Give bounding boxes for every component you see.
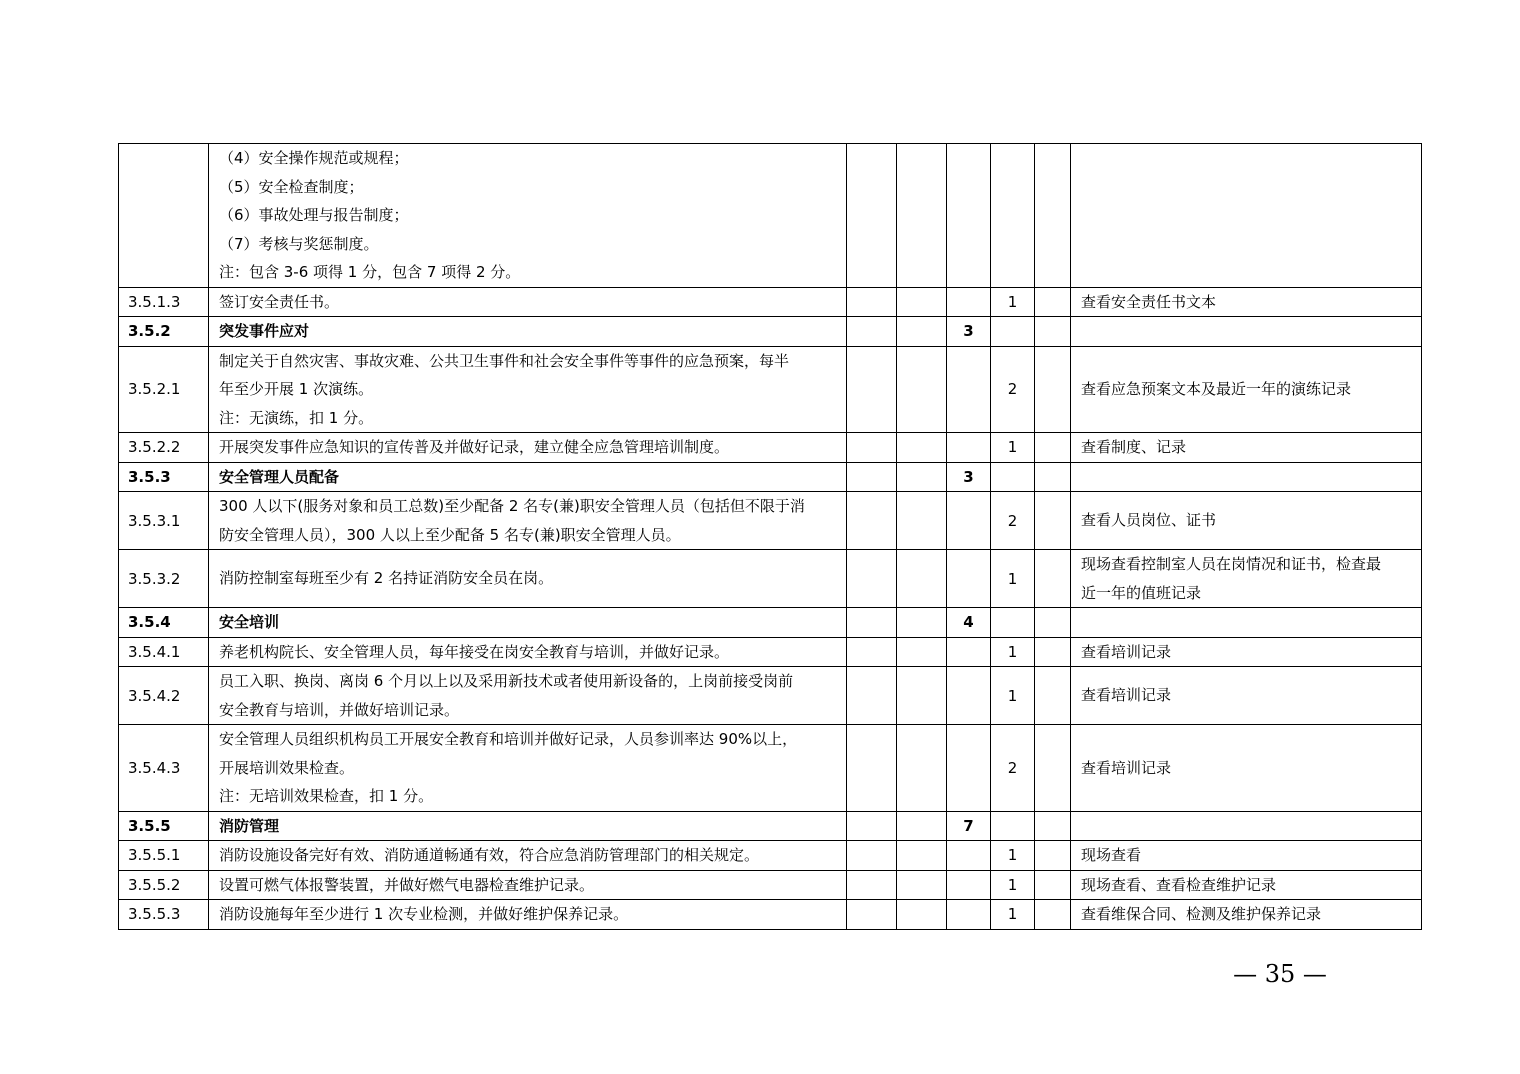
item-code-cell: 3.5.3.2 <box>119 550 209 608</box>
blank-cell <box>1035 492 1071 550</box>
item-description-cell <box>209 900 847 930</box>
item-description-cell <box>209 346 847 433</box>
blank-cell <box>847 550 897 608</box>
item-code-cell: 3.5.3.1 <box>119 492 209 550</box>
item-description-cell <box>209 870 847 900</box>
item-code-cell: 3.5.5.1 <box>119 841 209 871</box>
item-points-cell: 1 <box>991 667 1035 725</box>
description-line: （4）安全操作规范或规程； <box>219 149 409 167</box>
item-points-cell <box>991 144 1035 288</box>
blank-cell <box>847 433 897 463</box>
blank-cell <box>897 144 947 288</box>
blank-cell <box>1035 725 1071 812</box>
blank-cell <box>897 667 947 725</box>
blank-cell <box>847 841 897 871</box>
item-code-cell: 3.5.4.1 <box>119 637 209 667</box>
blank-cell <box>897 433 947 463</box>
blank-cell <box>1035 144 1071 288</box>
item-points-cell: 2 <box>991 492 1035 550</box>
section-score-cell <box>947 287 991 317</box>
description-line: 消防管理 <box>219 816 280 835</box>
item-points-cell: 1 <box>991 870 1035 900</box>
item-points-cell: 2 <box>991 346 1035 433</box>
description-line: 消防设施设备完好有效、消防通道畅通有效，符合应急消防管理部门的相关规定。 <box>219 846 760 864</box>
item-description-cell <box>209 287 847 317</box>
check-method-cell <box>1071 346 1422 433</box>
item-points-cell <box>991 811 1035 841</box>
description-line: （7）考核与奖惩制度。 <box>219 234 379 253</box>
item-points-cell: 1 <box>991 287 1035 317</box>
item-description-cell <box>209 492 847 550</box>
check-method-cell <box>1071 492 1422 550</box>
check-method-cell <box>1071 608 1422 638</box>
blank-cell <box>897 725 947 812</box>
blank-cell <box>1035 900 1071 930</box>
blank-cell <box>897 287 947 317</box>
description-line: 防安全管理人员），300 人以上至少配备 5 名专(兼)职安全管理人员。 <box>219 525 681 544</box>
blank-cell <box>1035 550 1071 608</box>
section-row <box>119 608 1422 638</box>
item-row <box>119 144 1422 288</box>
blank-cell <box>897 841 947 871</box>
blank-cell <box>897 346 947 433</box>
page-number: — 35 — <box>1233 960 1327 988</box>
description-line: 年至少开展 1 次演练。 <box>219 380 374 398</box>
table-body <box>119 144 1422 930</box>
item-points-cell: 1 <box>991 900 1035 930</box>
section-score-cell <box>947 900 991 930</box>
blank-cell <box>1035 608 1071 638</box>
blank-cell <box>1035 287 1071 317</box>
item-points-cell: 2 <box>991 725 1035 812</box>
check-method-cell <box>1071 900 1422 930</box>
item-code-cell: 3.5.1.3 <box>119 287 209 317</box>
blank-cell <box>1035 841 1071 871</box>
blank-cell <box>847 492 897 550</box>
item-code-cell: 3.5.4 <box>119 608 209 638</box>
item-code-cell <box>119 144 209 288</box>
check-method-cell <box>1071 144 1422 288</box>
section-score-cell <box>947 433 991 463</box>
item-row <box>119 870 1422 900</box>
item-row <box>119 433 1422 463</box>
description-line: 注：包含 3-6 项得 1 分，包含 7 项得 2 分。 <box>219 263 521 281</box>
blank-cell <box>847 144 897 288</box>
section-score-cell: 3 <box>947 317 991 347</box>
blank-cell <box>847 462 897 492</box>
item-row <box>119 725 1422 812</box>
description-line: 安全管理人员配备 <box>219 467 340 486</box>
description-line: （6）事故处理与报告制度； <box>219 206 409 224</box>
check-method-line: 现场查看、查看检查维护记录 <box>1081 875 1277 894</box>
blank-cell <box>897 811 947 841</box>
item-code-cell: 3.5.5.2 <box>119 870 209 900</box>
check-method-line: 现场查看控制室人员在岗情况和证书，检查最 <box>1081 555 1382 573</box>
item-row <box>119 346 1422 433</box>
item-row <box>119 492 1422 550</box>
blank-cell <box>897 870 947 900</box>
item-description-cell <box>209 144 847 288</box>
check-method-cell <box>1071 811 1422 841</box>
check-method-cell <box>1071 287 1422 317</box>
assessment-table-sheet <box>118 143 1421 930</box>
blank-cell <box>847 900 897 930</box>
item-points-cell <box>991 608 1035 638</box>
item-description-cell <box>209 637 847 667</box>
item-points-cell <box>991 462 1035 492</box>
assessment-table <box>118 143 1422 930</box>
blank-cell <box>897 550 947 608</box>
description-line: 300 人以下(服务对象和员工总数)至少配备 2 名专(兼)职安全管理人员（包括但不限于消 <box>219 497 805 515</box>
check-method-cell <box>1071 317 1422 347</box>
blank-cell <box>1035 870 1071 900</box>
section-score-cell <box>947 144 991 288</box>
check-method-line: 查看培训记录 <box>1081 686 1172 705</box>
section-score-cell <box>947 550 991 608</box>
section-score-cell <box>947 841 991 871</box>
description-line: 安全教育与培训，并做好培训记录。 <box>219 700 460 719</box>
description-line: （5）安全检查制度； <box>219 177 364 196</box>
check-method-line: 查看维保合同、检测及维护保养记录 <box>1081 905 1322 923</box>
blank-cell <box>897 608 947 638</box>
section-row <box>119 811 1422 841</box>
blank-cell <box>1035 462 1071 492</box>
item-points-cell: 1 <box>991 637 1035 667</box>
item-points-cell: 1 <box>991 550 1035 608</box>
description-line: 签订安全责任书。 <box>219 292 340 311</box>
check-method-cell <box>1071 637 1422 667</box>
item-row <box>119 841 1422 871</box>
item-description-cell <box>209 317 847 347</box>
item-code-cell: 3.5.5 <box>119 811 209 841</box>
description-line: 制定关于自然灾害、事故灾难、公共卫生事件和社会安全事件等事件的应急预案，每半 <box>219 351 790 370</box>
item-description-cell <box>209 608 847 638</box>
section-score-cell <box>947 870 991 900</box>
section-score-cell <box>947 667 991 725</box>
item-row <box>119 667 1422 725</box>
blank-cell <box>1035 667 1071 725</box>
check-method-line: 查看人员岗位、证书 <box>1081 511 1217 530</box>
blank-cell <box>847 287 897 317</box>
item-code-cell: 3.5.5.3 <box>119 900 209 930</box>
check-method-line: 查看应急预案文本及最近一年的演练记录 <box>1081 380 1352 398</box>
item-code-cell: 3.5.2.1 <box>119 346 209 433</box>
item-points-cell: 1 <box>991 841 1035 871</box>
blank-cell <box>847 346 897 433</box>
section-row <box>119 317 1422 347</box>
section-score-cell <box>947 492 991 550</box>
check-method-cell <box>1071 870 1422 900</box>
blank-cell <box>1035 811 1071 841</box>
check-method-cell <box>1071 841 1422 871</box>
item-code-cell: 3.5.2 <box>119 317 209 347</box>
description-line: 安全培训 <box>219 613 280 631</box>
description-line: 消防控制室每班至少有 2 名持证消防安全员在岗。 <box>219 569 554 588</box>
check-method-cell <box>1071 462 1422 492</box>
blank-cell <box>1035 346 1071 433</box>
blank-cell <box>1035 317 1071 347</box>
blank-cell <box>1035 433 1071 463</box>
description-line: 注：无培训效果检查，扣 1 分。 <box>219 787 434 805</box>
item-description-cell <box>209 462 847 492</box>
item-description-cell <box>209 811 847 841</box>
check-method-cell <box>1071 725 1422 812</box>
blank-cell <box>897 492 947 550</box>
check-method-line: 查看培训记录 <box>1081 642 1172 661</box>
item-row <box>119 287 1422 317</box>
description-line: 安全管理人员组织机构员工开展安全教育和培训并做好记录，人员参训率达 90%以上， <box>219 730 798 748</box>
item-points-cell: 1 <box>991 433 1035 463</box>
blank-cell <box>1035 637 1071 667</box>
description-line: 突发事件应对 <box>219 322 310 340</box>
item-row <box>119 550 1422 608</box>
check-method-line: 查看培训记录 <box>1081 758 1172 777</box>
description-line: 消防设施每年至少进行 1 次专业检测，并做好维护保养记录。 <box>219 905 629 923</box>
check-method-line: 近一年的值班记录 <box>1081 583 1202 602</box>
item-code-cell: 3.5.4.3 <box>119 725 209 812</box>
blank-cell <box>847 317 897 347</box>
description-line: 设置可燃气体报警装置，并做好燃气电器检查维护记录。 <box>219 875 595 894</box>
blank-cell <box>847 637 897 667</box>
section-score-cell <box>947 725 991 812</box>
item-description-cell <box>209 433 847 463</box>
blank-cell <box>847 725 897 812</box>
blank-cell <box>847 811 897 841</box>
blank-cell <box>897 637 947 667</box>
item-description-cell <box>209 841 847 871</box>
description-line: 员工入职、换岗、离岗 6 个月以上以及采用新技术或者使用新设备的，上岗前接受岗前 <box>219 672 794 690</box>
blank-cell <box>897 900 947 930</box>
section-score-cell: 7 <box>947 811 991 841</box>
item-code-cell: 3.5.4.2 <box>119 667 209 725</box>
item-code-cell: 3.5.2.2 <box>119 433 209 463</box>
section-score-cell: 3 <box>947 462 991 492</box>
item-description-cell <box>209 667 847 725</box>
check-method-line: 查看制度、记录 <box>1081 438 1187 456</box>
blank-cell <box>897 462 947 492</box>
description-line: 养老机构院长、安全管理人员，每年接受在岗安全教育与培训，并做好记录。 <box>219 642 730 661</box>
section-score-cell: 4 <box>947 608 991 638</box>
blank-cell <box>847 608 897 638</box>
check-method-cell <box>1071 667 1422 725</box>
item-description-cell <box>209 725 847 812</box>
item-row <box>119 637 1422 667</box>
item-description-cell <box>209 550 847 608</box>
blank-cell <box>847 870 897 900</box>
check-method-line: 现场查看 <box>1081 846 1142 864</box>
item-points-cell <box>991 317 1035 347</box>
check-method-cell <box>1071 433 1422 463</box>
section-score-cell <box>947 637 991 667</box>
item-code-cell: 3.5.3 <box>119 462 209 492</box>
description-line: 注：无演练，扣 1 分。 <box>219 408 374 427</box>
section-row <box>119 462 1422 492</box>
check-method-cell <box>1071 550 1422 608</box>
section-score-cell <box>947 346 991 433</box>
blank-cell <box>847 667 897 725</box>
check-method-line: 查看安全责任书文本 <box>1081 292 1217 311</box>
description-line: 开展培训效果检查。 <box>219 758 355 777</box>
item-row <box>119 900 1422 930</box>
blank-cell <box>897 317 947 347</box>
description-line: 开展突发事件应急知识的宣传普及并做好记录，建立健全应急管理培训制度。 <box>219 438 730 456</box>
